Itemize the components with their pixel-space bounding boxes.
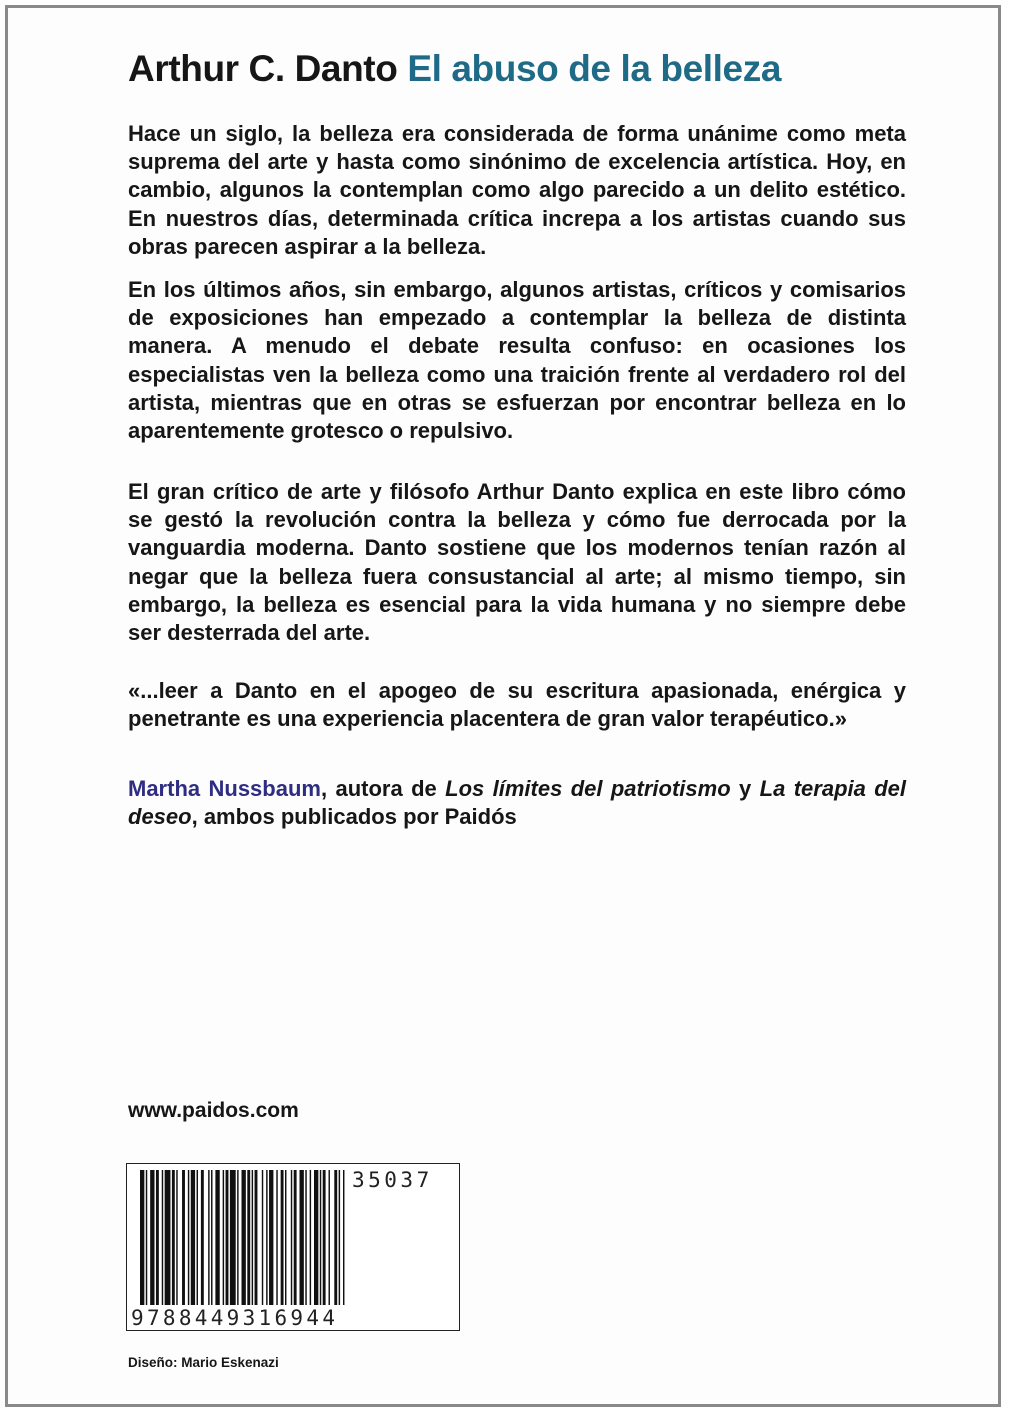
review-quote: «...leer a Danto en el apogeo de su escritura apasionada, enérgica y penetrante es una experiencia placentera de gran valor terapéutico.» bbox=[128, 678, 906, 732]
barcode-bar bbox=[215, 1170, 219, 1305]
barcode-icon bbox=[140, 1170, 450, 1320]
barcode-bar bbox=[146, 1170, 147, 1305]
barcode-bar bbox=[329, 1170, 330, 1305]
barcode-bar bbox=[300, 1170, 304, 1305]
barcode-bar bbox=[247, 1170, 250, 1305]
barcode-bar bbox=[305, 1170, 306, 1305]
barcode-bar bbox=[182, 1170, 185, 1305]
barcode-bar bbox=[343, 1170, 344, 1305]
barcode-bar bbox=[310, 1170, 311, 1305]
author-name: Arthur C. Danto bbox=[128, 48, 398, 89]
barcode-bar bbox=[208, 1170, 209, 1305]
paragraph-1: Hace un siglo, la belleza era considerada de forma unánime como meta suprema del arte y hasta como sinónimo de excelencia artística. Hoy, en cambio, algunos la contemplan como algo parecido a un delito estético. En nuestros días, determinada crítica increpa a los artistas cuando sus obras parecen aspirar a la belleza. bbox=[128, 121, 906, 259]
barcode-bar bbox=[201, 1170, 204, 1305]
barcode-bar bbox=[314, 1170, 318, 1305]
barcode-bar bbox=[226, 1170, 229, 1305]
attribution-mid: y bbox=[730, 776, 760, 801]
barcode-bar bbox=[276, 1170, 277, 1305]
publisher-website: www.paidos.com bbox=[128, 1099, 299, 1122]
book-title: El abuso de la belleza bbox=[407, 48, 781, 89]
reviewer-name: Martha Nussbaum bbox=[128, 776, 321, 801]
barcode-bar bbox=[320, 1170, 321, 1305]
barcode-top-digits: 35037 bbox=[352, 1168, 433, 1192]
attribution-post: , ambos publicados por Paidós bbox=[191, 804, 517, 830]
barcode-bar bbox=[140, 1170, 144, 1305]
barcode-bar bbox=[262, 1170, 263, 1305]
header bbox=[128, 44, 928, 94]
barcode-bar bbox=[255, 1170, 258, 1305]
barcode-bar bbox=[339, 1170, 340, 1305]
barcode-bar bbox=[291, 1170, 292, 1305]
barcode-bar bbox=[334, 1170, 337, 1305]
book-reference-1: Los límites del patriotismo bbox=[445, 776, 731, 801]
barcode-isbn-digits: 9788449316944 bbox=[131, 1306, 339, 1330]
barcode-bar bbox=[294, 1170, 297, 1305]
barcode-bar bbox=[252, 1170, 253, 1305]
paragraph-2: En los últimos años, sin embargo, algunos artistas, críticos y comisarios de exposiciones han empezado a contemplar la belleza de distinta manera. A menudo el debate resulta confuso: en ocasiones los especialistas ven la belleza como una traición frente al verdadero rol del artista, mientras que en otras se esfuerzan por encontrar belleza en lo aparentemente grotesco o repulsivo. bbox=[128, 277, 906, 444]
design-credit: Diseño: Mario Eskenazi bbox=[128, 1355, 279, 1370]
paragraph-3: El gran crítico de arte y filósofo Arthur Danto explica en este libro cómo se gestó la revolución contra la belleza y cómo fue derrocada por la vanguardia moderna. Danto sostiene que los modernos tenían razón al negar que la belleza fuera consustancial al arte; al mismo tiempo, sin embargo, la belleza es esencial para la vida humana y no siempre debe ser desterrada del arte. bbox=[128, 479, 906, 646]
barcode-bar bbox=[323, 1170, 326, 1305]
barcode-bar bbox=[172, 1170, 175, 1305]
barcode-bar bbox=[211, 1170, 212, 1305]
barcode-bar bbox=[269, 1170, 273, 1305]
barcode-bar bbox=[266, 1170, 267, 1305]
barcode-bar bbox=[237, 1170, 238, 1305]
barcode-bar bbox=[150, 1170, 154, 1305]
barcode-bar bbox=[191, 1170, 195, 1305]
barcode-bar bbox=[223, 1170, 224, 1305]
barcode-bar bbox=[165, 1170, 171, 1305]
barcode-bar bbox=[281, 1170, 284, 1305]
barcode-bar bbox=[176, 1170, 177, 1305]
barcode-bar bbox=[230, 1170, 236, 1305]
book-reference-2: La terapia del deseo bbox=[128, 776, 907, 830]
barcode-bar bbox=[188, 1170, 189, 1305]
attribution-pre: , autora de bbox=[320, 776, 446, 801]
barcode-bar bbox=[285, 1170, 286, 1305]
barcode-bar bbox=[197, 1170, 198, 1305]
quote-attribution bbox=[128, 775, 906, 831]
barcode-bar bbox=[162, 1170, 163, 1305]
barcode-bar bbox=[156, 1170, 159, 1305]
barcode-bar bbox=[242, 1170, 246, 1305]
